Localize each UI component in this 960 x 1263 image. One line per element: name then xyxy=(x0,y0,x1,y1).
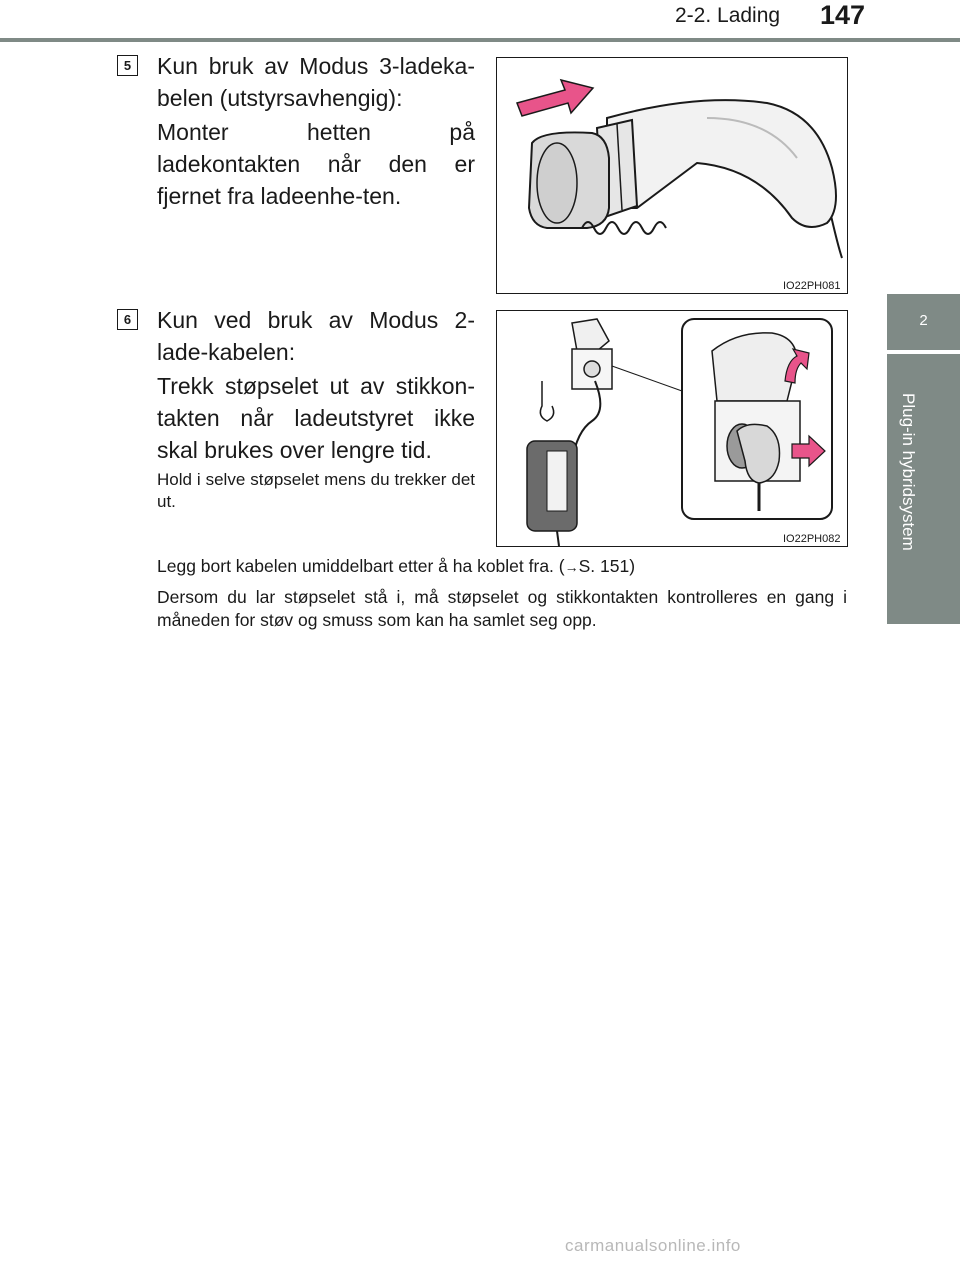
arrow-right-icon: → xyxy=(564,559,579,575)
step-number: 5 xyxy=(117,55,138,76)
header-section-title: 2-2. Lading xyxy=(675,4,781,27)
wall-socket-illustration xyxy=(497,311,847,546)
watermark: carmanualsonline.info xyxy=(565,1236,741,1255)
step-5-text-2: Monter hetten på ladekontakten når den er fjernet fra ladeenhe-ten. xyxy=(157,119,475,209)
chapter-title: Plug-in hybridsystem xyxy=(899,393,918,551)
step-number: 6 xyxy=(117,309,138,330)
step-5-text-1: Kun bruk av Modus 3-ladeka-belen (utstyrsavhengig): xyxy=(157,53,475,111)
step-6-text-2: Trekk støpselet ut av stikkon-takten når ladeutstyret ikke skal brukes over lengre tid. xyxy=(157,373,475,463)
page-number: 147 xyxy=(820,0,866,30)
step-6-text-1: Kun ved bruk av Modus 2-lade-kabelen: xyxy=(157,307,475,365)
page-reference-link[interactable]: S. 151) xyxy=(578,556,636,576)
note-put-away-cable xyxy=(157,555,847,579)
figure-code: IO22PH081 xyxy=(783,280,841,292)
header-rule xyxy=(0,38,960,42)
chapter-tab xyxy=(887,294,960,350)
step-6-hint: Hold i selve støpselet mens du trekker det ut. xyxy=(157,470,475,511)
note-inspect-plug: Dersom du lar støpselet stå i, må støpselet og stikkontakten kontrolleres en gang i måneden for støv og smuss som kan ha samlet seg opp. xyxy=(157,587,847,630)
unplug-mode2-figure xyxy=(496,310,848,547)
note-text: Legg bort kabelen umiddelbart etter å ha koblet fra. ( xyxy=(157,556,565,576)
connector-cap-illustration xyxy=(497,58,847,293)
figure-code: IO22PH082 xyxy=(783,533,841,545)
chapter-number: 2 xyxy=(919,312,928,329)
charging-connector-cap-figure xyxy=(496,57,848,294)
